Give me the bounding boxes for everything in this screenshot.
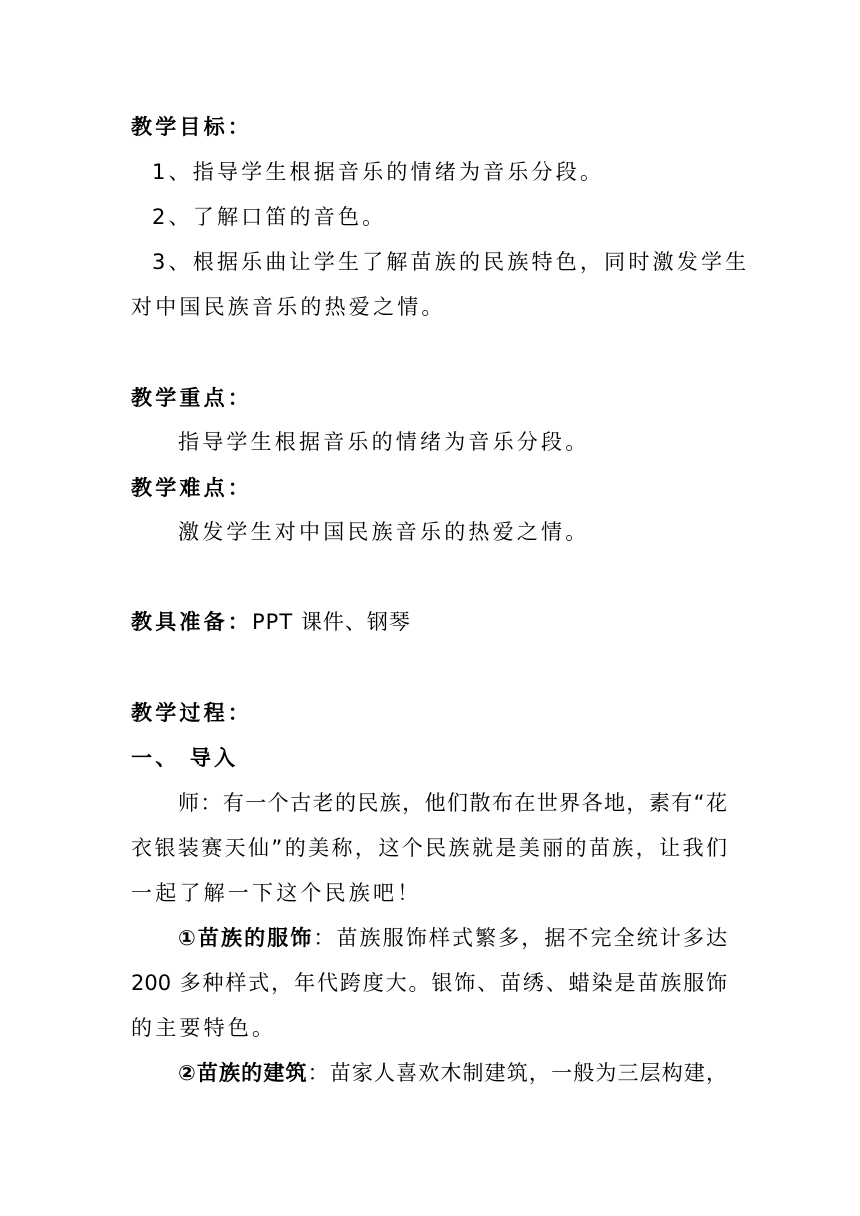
section-one-heading: 一、 导入 [131,746,239,770]
objective-item-1: 1、指导学生根据音乐的情绪为音乐分段。 [152,160,605,184]
clothing-label: ①苗族的服饰 [178,926,314,950]
key-points-heading: 教学重点： [131,386,252,410]
process-heading: 教学过程： [131,701,252,725]
difficulties-heading: 教学难点： [131,476,252,500]
clothing-text-1: ：苗族服饰样式繁多，据不完全统计多达 [313,926,727,950]
intro-line-3: 一起了解一下这个民族吧！ [131,881,422,905]
clothing-text-2: 200 多种样式，年代跨度大。银饰、苗绣、蜡染是苗族服饰 [131,971,727,995]
intro-line-2: 衣银装赛天仙”的美称，这个民族就是美丽的苗族，让我们 [131,836,727,860]
materials-row [131,607,411,637]
clothing-paragraph-line-1 [178,923,727,953]
materials-label: 教具准备： [131,610,252,634]
objectives-heading: 教学目标： [131,115,252,139]
architecture-label: ②苗族的建筑 [178,1061,308,1085]
objective-item-3-continued: 对中国民族音乐的热爱之情。 [131,295,446,319]
objective-item-3: 3、根据乐曲让学生了解苗族的民族特色，同时激发学生 [152,250,750,274]
intro-line-1: 师：有一个古老的民族，他们散布在世界各地，素有“花 [178,791,727,815]
objective-item-2: 2、了解口笛的音色。 [152,205,387,229]
key-points-text: 指导学生根据音乐的情绪为音乐分段。 [178,430,590,454]
architecture-text-1: ：苗家人喜欢木制建筑，一般为三层构建， [307,1061,728,1085]
clothing-text-3: 的主要特色。 [131,1016,277,1040]
difficulties-text: 激发学生对中国民族音乐的热爱之情。 [178,520,590,544]
materials-text: PPT 课件、钢琴 [252,610,411,634]
architecture-paragraph-line-1 [178,1058,727,1088]
